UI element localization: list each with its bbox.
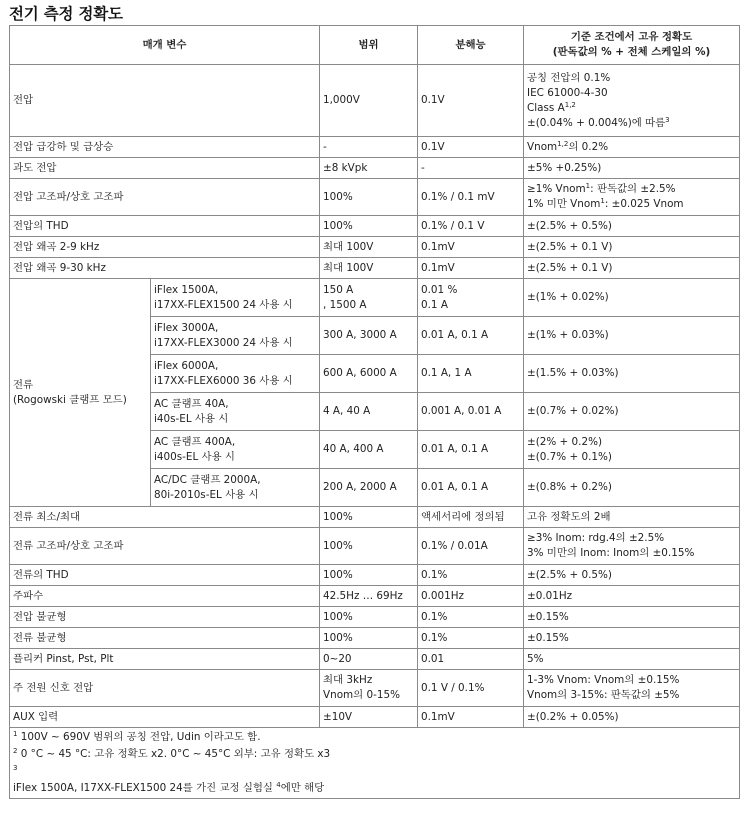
range-line: , 1500 A <box>323 298 367 311</box>
resolution-cell: 0.1 V / 0.1% <box>418 670 524 707</box>
table-row <box>10 670 740 707</box>
probe-line: i17XX-FLEX6000 36 사용 시 <box>154 374 293 387</box>
resolution-cell: 0.01 A, 0.1 A <box>418 431 524 469</box>
param-cell: 전류 최소/최대 <box>10 507 320 528</box>
footnote-ref: 4 <box>276 781 281 789</box>
param-cell: 전압 불균형 <box>10 607 320 628</box>
footnote-text: 에만 해당 <box>280 782 325 794</box>
range-cell <box>320 279 418 317</box>
resolution-cell: 0.1V <box>418 65 524 137</box>
accuracy-line <box>527 116 736 131</box>
accuracy-line: Vnom의 3-15%: 판독값의 ±5% <box>527 689 680 701</box>
range-cell <box>320 670 418 707</box>
accuracy-cell: 5% <box>524 649 740 670</box>
header-accuracy-line1: 기준 조건에서 고유 정확도 <box>570 31 693 43</box>
accuracy-text: 의 0.2% <box>568 140 609 153</box>
accuracy-cell: ±(0.8% + 0.2%) <box>524 469 740 507</box>
probe-line: AC 클램프 400A, <box>154 435 236 448</box>
footnote-ref: 3 <box>665 115 670 124</box>
accuracy-line: 공칭 전압의 0.1% <box>527 71 611 84</box>
accuracy-text: : ±0.025 Vnom <box>604 198 684 210</box>
footnote-ref: 1 <box>600 197 605 205</box>
accuracy-cell: ±(2.5% + 0.1 V) <box>524 258 740 279</box>
footnote-1 <box>13 729 736 746</box>
accuracy-cell: ±0.15% <box>524 607 740 628</box>
probe-cell <box>151 469 320 507</box>
header-param: 매개 변수 <box>10 26 320 65</box>
param-cell: 전압 <box>10 65 320 137</box>
range-cell: 100% <box>320 628 418 649</box>
accuracy-cell: ±(2.5% + 0.1 V) <box>524 237 740 258</box>
accuracy-cell <box>524 137 740 158</box>
resolution-cell: 0.1% <box>418 628 524 649</box>
range-cell: 600 A, 6000 A <box>320 355 418 393</box>
range-cell: 100% <box>320 565 418 586</box>
footnote-text: iFlex 1500A, I17XX-FLEX1500 24를 가진 교정 실험실 <box>13 782 277 794</box>
table-row <box>10 216 740 237</box>
accuracy-line <box>527 101 736 116</box>
footnote-ref: 1 <box>585 182 591 190</box>
table-row <box>10 258 740 279</box>
param-line: 전류 <box>13 378 34 391</box>
page-title: 전기 측정 정확도 <box>9 5 123 23</box>
accuracy-text: ±(0.04% + 0.004%)에 따름 <box>527 116 666 129</box>
accuracy-cell <box>524 528 740 565</box>
range-cell: 40 A, 400 A <box>320 431 418 469</box>
range-cell: 100% <box>320 507 418 528</box>
header-row <box>10 26 740 65</box>
resolution-cell: 0.001Hz <box>418 586 524 607</box>
probe-cell <box>151 431 320 469</box>
probe-cell <box>151 279 320 317</box>
footnote-3 <box>13 780 736 797</box>
accuracy-line: ±(2% + 0.2%) <box>527 435 603 448</box>
param-cell: 전압 왜곡 2-9 kHz <box>10 237 320 258</box>
param-cell-current <box>10 279 151 507</box>
header-range: 범위 <box>320 26 418 65</box>
accuracy-text: : 판독값의 ±2.5% <box>590 183 676 195</box>
resolution-cell: 0.1% <box>418 607 524 628</box>
resolution-cell: 0.001 A, 0.01 A <box>418 393 524 431</box>
resolution-cell: 0.1V <box>418 137 524 158</box>
header-accuracy <box>524 26 740 65</box>
accuracy-cell <box>524 65 740 137</box>
table-row <box>10 628 740 649</box>
resolution-cell: 0.1mV <box>418 258 524 279</box>
table-row <box>10 507 740 528</box>
resolution-cell: 0.01 A, 0.1 A <box>418 317 524 355</box>
probe-line: iFlex 3000A, <box>154 321 219 334</box>
accuracy-cell: 고유 정확도의 2배 <box>524 507 740 528</box>
probe-line: AC/DC 클램프 2000A, <box>154 473 261 486</box>
param-cell: 전류의 THD <box>10 565 320 586</box>
probe-cell <box>151 355 320 393</box>
range-line: Vnom의 0-15% <box>323 689 400 701</box>
probe-line: i40s-EL 사용 시 <box>154 412 229 425</box>
table-row <box>10 179 740 216</box>
param-cell: 전압 고조파/상호 고조파 <box>10 179 320 216</box>
accuracy-cell: ±(1.5% + 0.03%) <box>524 355 740 393</box>
res-line: 0.1 A <box>421 298 448 311</box>
range-line: 150 A <box>323 283 354 296</box>
table-row <box>10 586 740 607</box>
accuracy-cell <box>524 179 740 216</box>
resolution-cell: 0.1% / 0.1 V <box>418 216 524 237</box>
param-cell: 주 전원 신호 전압 <box>10 670 320 707</box>
param-cell: 전압 급강하 및 급상승 <box>10 137 320 158</box>
param-cell: 과도 전압 <box>10 158 320 179</box>
range-cell: ±8 kVpk <box>320 158 418 179</box>
probe-cell <box>151 317 320 355</box>
table-row <box>10 279 740 317</box>
range-cell: 1,000V <box>320 65 418 137</box>
accuracy-cell: ±(0.7% + 0.02%) <box>524 393 740 431</box>
range-cell: 최대 100V <box>320 237 418 258</box>
footnote-2 <box>13 746 736 763</box>
range-line: 최대 3kHz <box>323 674 373 686</box>
table-row <box>10 607 740 628</box>
table-row <box>10 65 740 137</box>
param-cell: 전류 불균형 <box>10 628 320 649</box>
probe-line: iFlex 1500A, <box>154 283 219 296</box>
accuracy-cell: ±(2.5% + 0.5%) <box>524 216 740 237</box>
table-row <box>10 528 740 565</box>
param-line: (Rogowski 클램프 모드) <box>13 393 127 406</box>
accuracy-cell: ±(1% + 0.03%) <box>524 317 740 355</box>
table-row <box>10 137 740 158</box>
probe-cell <box>151 393 320 431</box>
param-cell: 플리커 Pinst, Pst, Plt <box>10 649 320 670</box>
probe-line: i17XX-FLEX1500 24 사용 시 <box>154 298 293 311</box>
accuracy-cell <box>524 670 740 707</box>
resolution-cell: - <box>418 158 524 179</box>
range-cell: 0~20 <box>320 649 418 670</box>
accuracy-cell: ±(1% + 0.02%) <box>524 279 740 317</box>
range-cell: 100% <box>320 607 418 628</box>
accuracy-text: 1% 미만 Vnom <box>527 198 601 210</box>
range-cell: 4 A, 40 A <box>320 393 418 431</box>
accuracy-line: 1-3% Vnom: Vnom의 ±0.15% <box>527 674 680 686</box>
accuracy-line: ±(0.7% + 0.1%) <box>527 450 612 463</box>
accuracy-cell <box>524 431 740 469</box>
param-cell: 전압 왜곡 9-30 kHz <box>10 258 320 279</box>
range-cell: 100% <box>320 179 418 216</box>
resolution-cell: 0.1mV <box>418 237 524 258</box>
range-cell: 200 A, 2000 A <box>320 469 418 507</box>
res-line: 0.01 % <box>421 283 458 296</box>
footnote-mark: 3 <box>13 764 18 772</box>
accuracy-cell: ±0.15% <box>524 628 740 649</box>
probe-line: iFlex 6000A, <box>154 359 219 372</box>
resolution-cell <box>418 279 524 317</box>
accuracy-line <box>527 197 736 212</box>
table-row <box>10 707 740 728</box>
footnote-ref: 1,2 <box>557 139 569 148</box>
param-cell: 전압의 THD <box>10 216 320 237</box>
resolution-cell: 0.1% / 0.1 mV <box>418 179 524 216</box>
range-cell: 100% <box>320 528 418 565</box>
range-cell: 42.5Hz … 69Hz <box>320 586 418 607</box>
footnote-row <box>10 728 740 799</box>
accuracy-line: 3% 미만의 Inom: Inom의 ±0.15% <box>527 547 695 559</box>
accuracy-cell: ±(2.5% + 0.5%) <box>524 565 740 586</box>
range-cell: 100% <box>320 216 418 237</box>
footnote-text: 100V ~ 690V 범위의 공칭 전압, Udin 이라고도 함. <box>17 731 261 743</box>
footnote-ref: 1,2 <box>564 100 576 109</box>
accuracy-cell: ±5% +0.25%) <box>524 158 740 179</box>
table-row <box>10 158 740 179</box>
accuracy-text: Vnom <box>527 140 558 153</box>
probe-line: AC 클램프 40A, <box>154 397 229 410</box>
footnote-mark: 1 <box>13 730 18 738</box>
accuracy-cell: ±0.01Hz <box>524 586 740 607</box>
table-row <box>10 649 740 670</box>
accuracy-line: ≥3% Inom: rdg.4의 ±2.5% <box>527 532 665 544</box>
footnote-text: 0 °C ~ 45 °C: 고유 정확도 x2. 0°C ~ 45°C 외부: 고유 정확도 x3 <box>17 748 331 760</box>
table-row <box>10 565 740 586</box>
table-row <box>10 237 740 258</box>
accuracy-table <box>9 25 740 799</box>
accuracy-line <box>527 182 736 197</box>
footnote-mark: 2 <box>13 747 18 755</box>
resolution-cell: 0.1% <box>418 565 524 586</box>
range-cell: 최대 100V <box>320 258 418 279</box>
header-accuracy-line2: (판독값의 % + 전체 스케일의 %) <box>552 46 711 58</box>
range-cell: 300 A, 3000 A <box>320 317 418 355</box>
footnotes <box>10 728 740 799</box>
range-cell: - <box>320 137 418 158</box>
resolution-cell: 0.01 <box>418 649 524 670</box>
accuracy-text: ≥1% Vnom <box>527 183 586 195</box>
range-cell: ±10V <box>320 707 418 728</box>
param-cell: AUX 입력 <box>10 707 320 728</box>
param-cell: 전류 고조파/상호 고조파 <box>10 528 320 565</box>
accuracy-line: IEC 61000-4-30 <box>527 86 608 99</box>
probe-line: 80i-2010s-EL 사용 시 <box>154 488 259 501</box>
footnote-3-mark-line <box>13 763 736 780</box>
header-resolution: 분해능 <box>418 26 524 65</box>
resolution-cell: 0.1mV <box>418 707 524 728</box>
resolution-cell: 0.01 A, 0.1 A <box>418 469 524 507</box>
probe-line: i17XX-FLEX3000 24 사용 시 <box>154 336 293 349</box>
accuracy-text: Class A <box>527 101 565 114</box>
resolution-cell: 0.1 A, 1 A <box>418 355 524 393</box>
probe-line: i400s-EL 사용 시 <box>154 450 235 463</box>
resolution-cell: 0.1% / 0.01A <box>418 528 524 565</box>
accuracy-cell: ±(0.2% + 0.05%) <box>524 707 740 728</box>
param-cell: 주파수 <box>10 586 320 607</box>
resolution-cell: 액세서리에 정의됨 <box>418 507 524 528</box>
